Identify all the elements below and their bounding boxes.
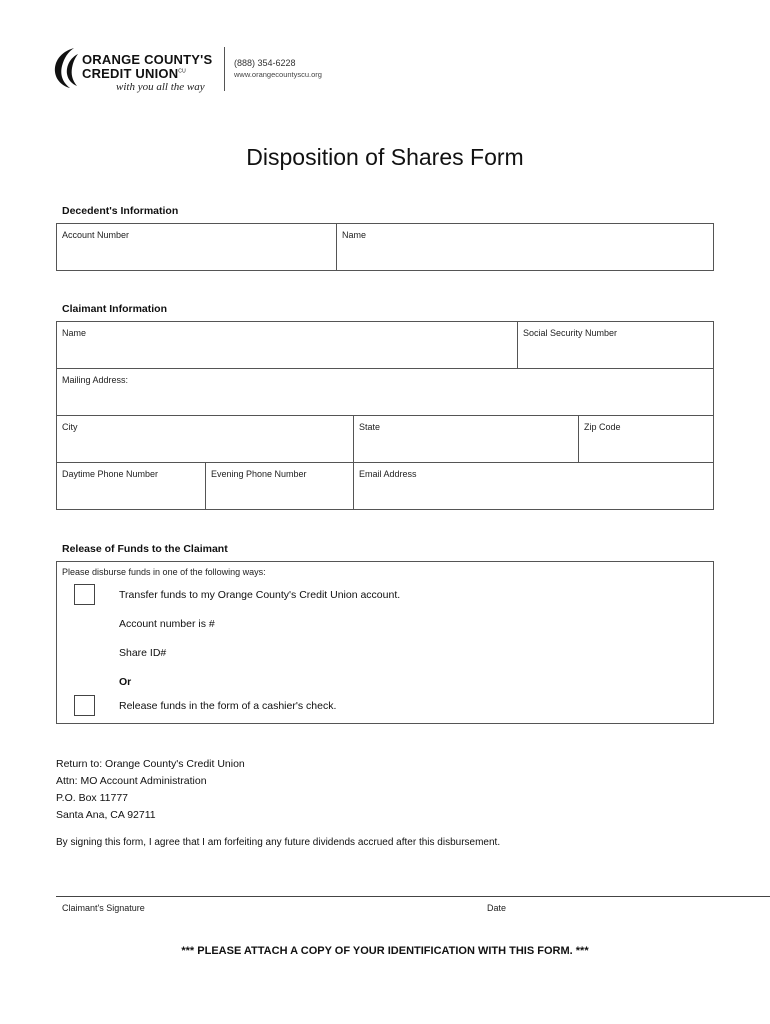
cashiers-check-checkbox[interactable] <box>74 695 95 716</box>
claimant-evening-phone-label: Evening Phone Number <box>211 469 307 479</box>
claimant-section-title: Claimant Information <box>62 303 168 315</box>
transfer-funds-label: Transfer funds to my Orange County's Credit Union account. <box>119 589 401 601</box>
decedent-section-title: Decedent's Information <box>62 205 179 217</box>
claimant-state-label: State <box>359 422 381 432</box>
logo-name-line2: CREDIT $UNION^{CU}$ <box>82 66 186 81</box>
return-address-line1: Return to: Orange County's Credit Union <box>56 758 245 770</box>
claimant-state-field[interactable] <box>358 438 574 458</box>
claimant-city-cell <box>56 415 354 463</box>
claimant-evening-phone-cell <box>205 462 354 510</box>
contact-phone: (888) 354-6228 <box>234 58 296 68</box>
release-section-title: Release of Funds to the Claimant <box>62 543 228 555</box>
agreement-text: By signing this form, I agree that I am forfeiting any future dividends accrued after this disbursement. <box>56 837 501 848</box>
claimant-zip-label: Zip Code <box>584 422 621 432</box>
claimant-zip-cell <box>578 415 714 463</box>
claimant-name-label: Name <box>62 328 87 338</box>
claimant-mailing-field[interactable] <box>61 391 709 411</box>
signature-line[interactable] <box>56 896 770 897</box>
decedent-account-number-label: Account Number <box>62 230 130 240</box>
claimant-day-phone-field[interactable] <box>61 485 201 505</box>
account-number-line: Account number is # <box>119 618 215 630</box>
credit-union-logo <box>52 46 222 96</box>
contact-website: www.orangecountyscu.org <box>234 70 322 79</box>
claimant-ssn-cell <box>517 321 714 369</box>
return-address-line2: Attn: MO Account Administration <box>56 775 207 787</box>
claimant-ssn-label: Social Security Number <box>523 328 618 338</box>
claimant-city-label: City <box>62 422 78 432</box>
decedent-account-number-field[interactable] <box>61 246 332 266</box>
claimant-name-cell <box>56 321 518 369</box>
claimant-ssn-field[interactable] <box>522 344 709 364</box>
return-address-line4: Santa Ana, CA 92711 <box>56 809 156 821</box>
header-divider <box>224 47 225 91</box>
claimant-signature-label: Claimant's Signature <box>62 903 145 913</box>
claimant-email-field[interactable] <box>358 485 709 505</box>
logo-mark-superscript: CU <box>178 68 186 75</box>
logo-name-line1: ORANGE COUNTY'S <box>82 52 213 67</box>
decedent-name-label: Name <box>342 230 367 240</box>
logo-mark-icon <box>52 46 82 90</box>
claimant-mailing-label: Mailing Address: <box>62 375 129 385</box>
share-id-line: Share ID# <box>119 647 167 659</box>
claimant-day-phone-label: Daytime Phone Number <box>62 469 159 479</box>
return-address-line3: P.O. Box 11777 <box>56 792 128 804</box>
claimant-email-label: Email Address <box>359 469 417 479</box>
date-label: Date <box>487 903 507 913</box>
transfer-funds-checkbox[interactable] <box>74 584 95 605</box>
logo-tagline: with you all the way <box>116 81 205 93</box>
decedent-name-cell <box>336 223 714 271</box>
claimant-email-cell <box>353 462 714 510</box>
or-label: Or <box>119 676 132 688</box>
claimant-day-phone-cell <box>56 462 206 510</box>
claimant-evening-phone-field[interactable] <box>210 485 349 505</box>
decedent-account-number-cell <box>56 223 337 271</box>
claimant-city-field[interactable] <box>61 438 349 458</box>
page-title: Disposition of Shares Form <box>246 144 524 170</box>
claimant-mailing-cell <box>56 368 714 416</box>
identification-notice: *** PLEASE ATTACH A COPY OF YOUR IDENTIFICATION WITH THIS FORM. *** <box>181 945 589 957</box>
release-instructions: Please disburse funds in one of the following ways: <box>62 567 266 577</box>
claimant-zip-field[interactable] <box>583 438 709 458</box>
claimant-name-field[interactable] <box>61 344 513 364</box>
decedent-name-field[interactable] <box>341 246 709 266</box>
claimant-state-cell <box>353 415 579 463</box>
cashiers-check-label: Release funds in the form of a cashier's check. <box>119 700 337 712</box>
